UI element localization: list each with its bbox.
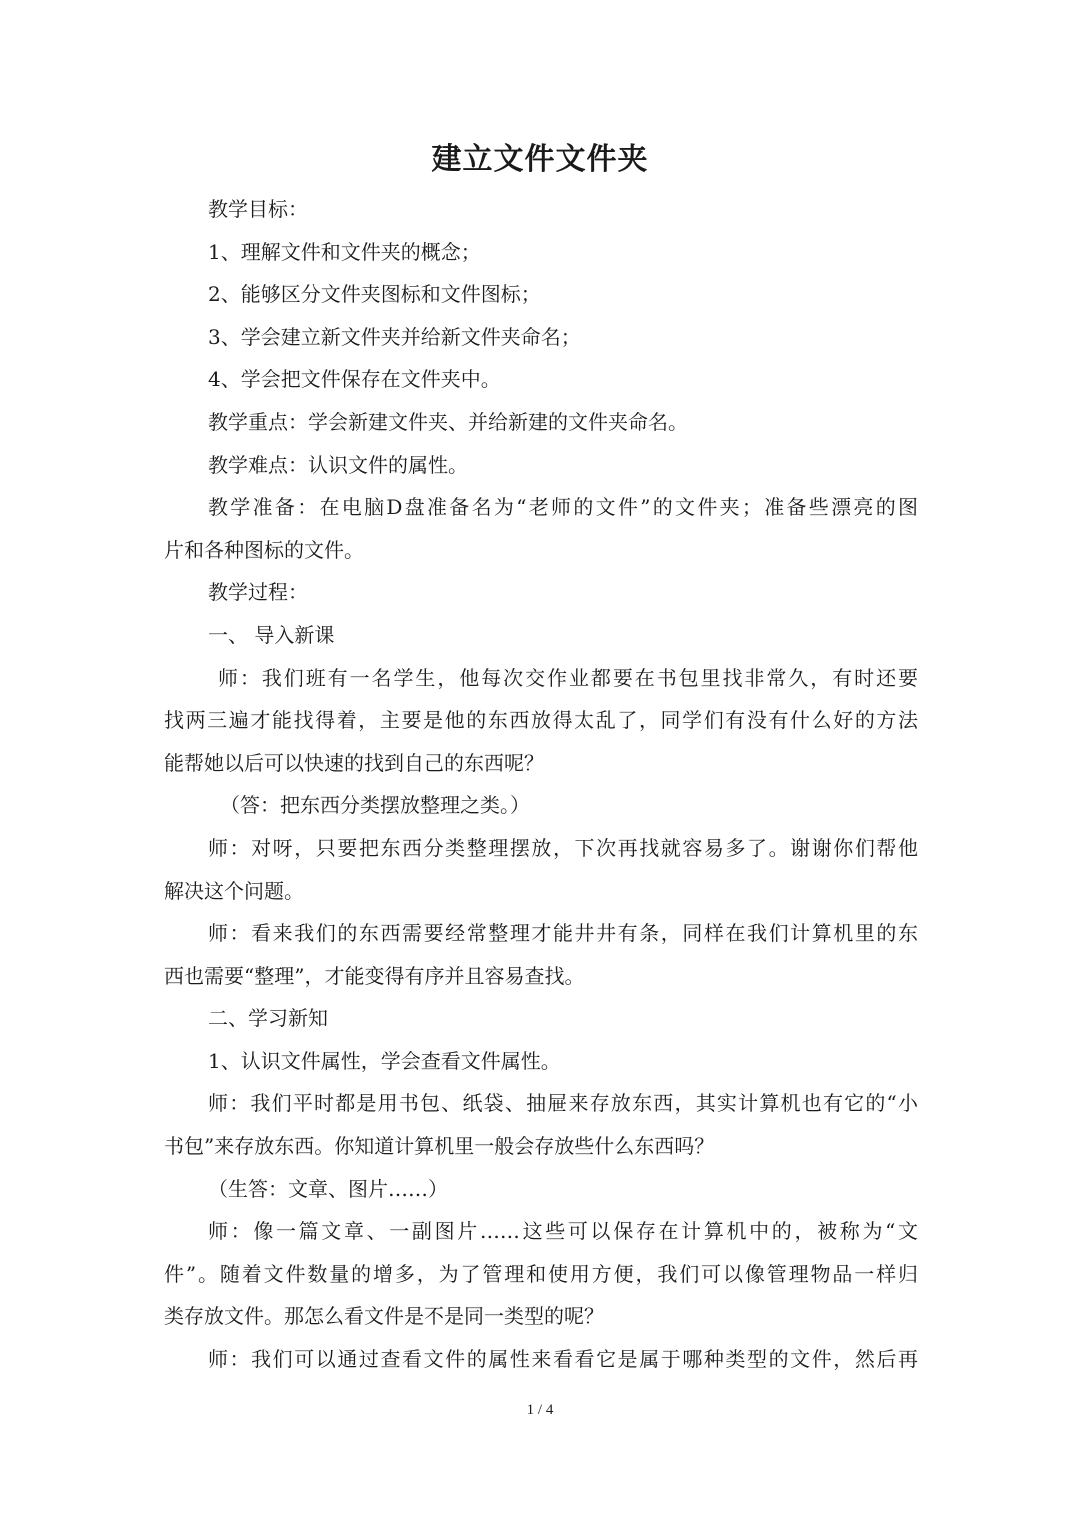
paragraph-line: 找两三遍才能找得着，主要是他的东西放得太乱了，同学们有没有什么好的方法 <box>164 708 918 733</box>
paragraph-line: 师：看来我们的东西需要经常整理才能井井有条，同样在我们计算机里的东 <box>208 921 918 946</box>
section-heading-process: 教学过程： <box>208 580 308 605</box>
paragraph-line: 师：我们平时都是用书包、纸袋、抽屉来存放东西，其实计算机也有它的“小 <box>208 1091 918 1116</box>
paragraph-line: 1、认识文件属性，学会查看文件属性。 <box>208 1048 561 1073</box>
paragraph-line: 类存放文件。那怎么看文件是不是同一类型的呢？ <box>164 1304 604 1329</box>
section-heading-objectives: 教学目标： <box>208 197 308 221</box>
objective-1: 1、理解文件和文件夹的概念； <box>208 239 481 264</box>
paragraph-line: 能帮她以后可以快速的找到自己的东西呢？ <box>164 750 544 775</box>
subsection-heading-intro: 一、 导入新课 <box>208 622 335 647</box>
paragraph-line: 解决这个问题。 <box>164 878 304 903</box>
teaching-preparation-cont: 片和各种图标的文件。 <box>164 537 364 562</box>
objective-2: 2、能够区分文件夹图标和文件图标； <box>208 282 541 307</box>
document-body <box>164 188 918 1381</box>
paragraph-line: 师：我们可以通过查看文件的属性来看看它是属于哪种类型的文件，然后再 <box>208 1347 918 1372</box>
subsection-heading-new-knowledge: 二、学习新知 <box>208 1006 328 1031</box>
paragraph-line: 师：像一篇文章、一副图片……这些可以保存在计算机中的，被称为“文 <box>208 1219 918 1244</box>
paragraph-line: 西也需要“整理”，才能变得有序并且容易查找。 <box>164 963 585 988</box>
paragraph-line: （生答：文章、图片……） <box>208 1176 448 1201</box>
document-title: 建立文件文件夹 <box>431 142 649 177</box>
page-number: 1 / 4 <box>526 1402 554 1418</box>
objective-3: 3、学会建立新文件夹并给新文件夹命名； <box>208 324 581 349</box>
paragraph-line: 师：对呀，只要把东西分类整理摆放，下次再找就容易多了。谢谢你们帮他 <box>208 835 918 860</box>
paragraph-line: 师：我们班有一名学生，他每次交作业都要在书包里找非常久，有时还要 <box>218 665 918 690</box>
teaching-focus: 教学重点：学会新建文件夹、并给新建的文件夹命名。 <box>208 409 688 434</box>
teaching-preparation: 教学准备：在电脑D盘准备名为“老师的文件”的文件夹；准备些漂亮的图 <box>208 495 918 520</box>
paragraph-line: （答：把东西分类摆放整理之类。） <box>220 793 530 818</box>
paragraph-line: 件”。随着文件数量的增多，为了管理和使用方便，我们可以像管理物品一样归 <box>164 1261 918 1286</box>
teaching-difficulty: 教学难点：认识文件的属性。 <box>208 452 468 477</box>
paragraph-line: 书包”来存放东西。你知道计算机里一般会存放些什么东西吗？ <box>164 1134 715 1159</box>
objective-4: 4、学会把文件保存在文件夹中。 <box>208 367 501 392</box>
